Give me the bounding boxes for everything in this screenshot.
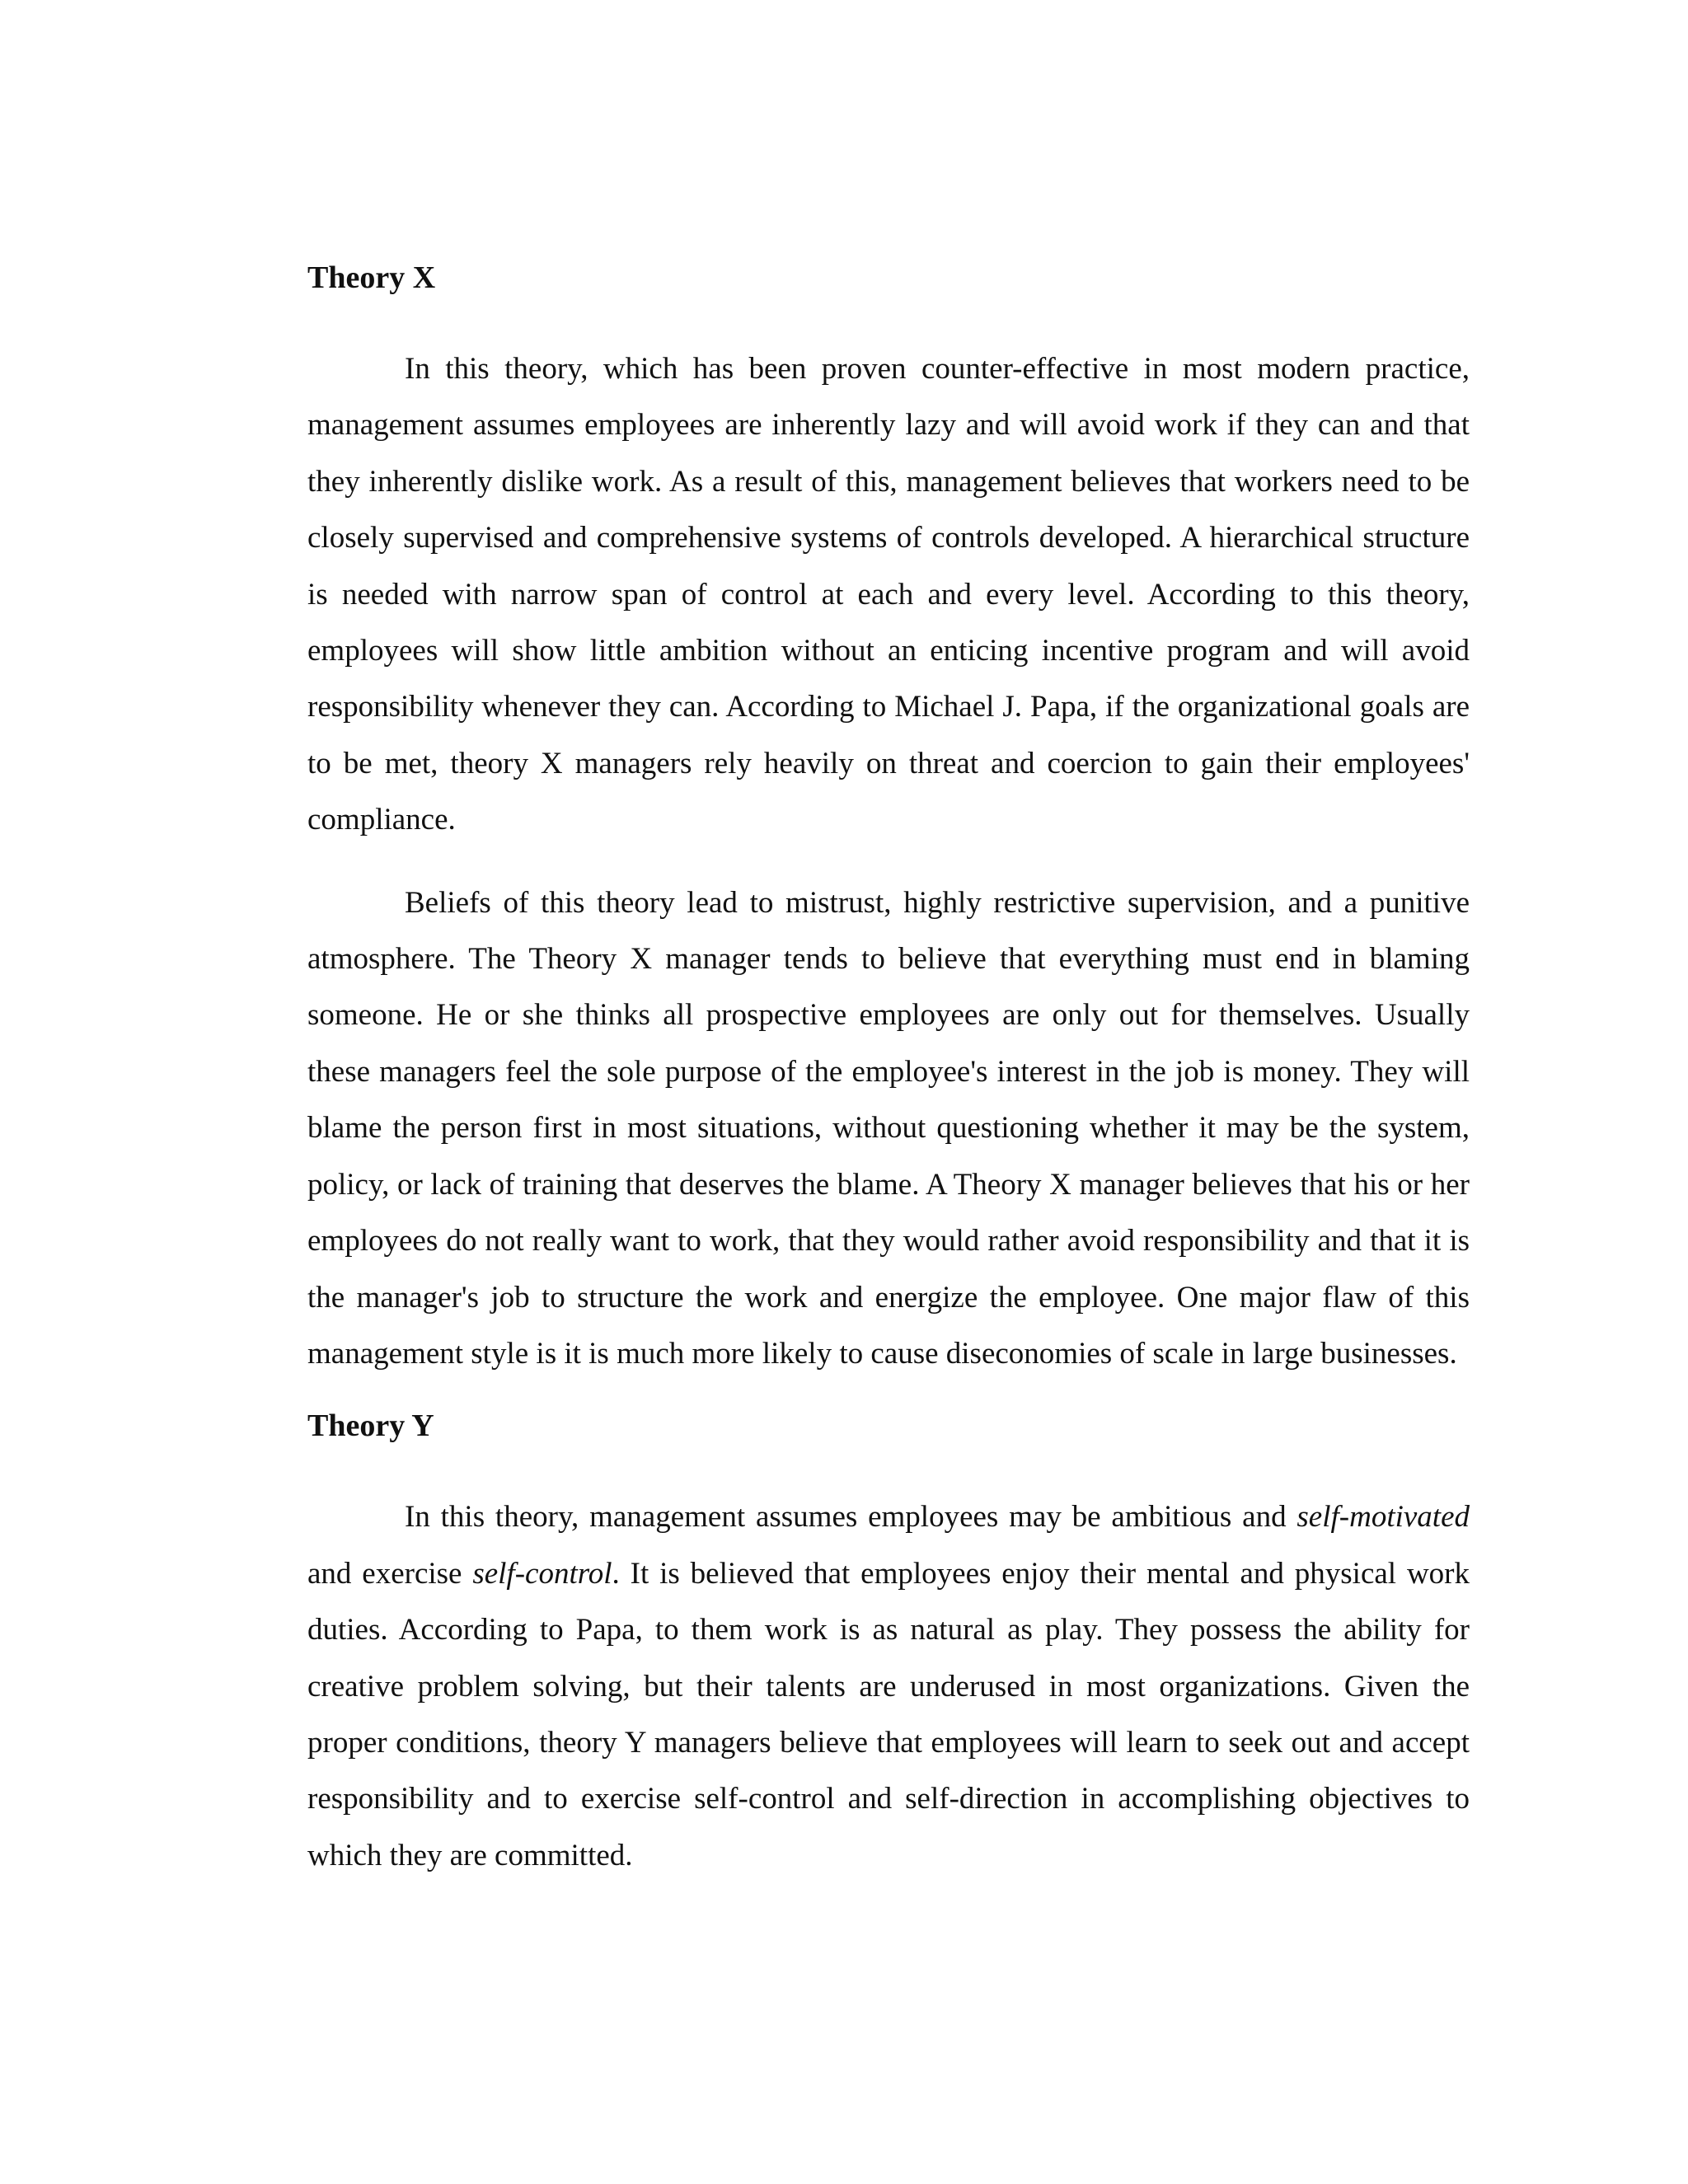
- theory-y-text-part-3: . It is believed that employees enjoy their mental and physical work duties. According to Papa, to them work is as natural as play. They possess the ability for creative problem solving, but their talents are underused in most organizations. Given the proper conditions, theory Y managers believe that employees will learn to seek out and accept responsibility and to exercise self-control and self-direction in accomplishing objectives to which they are committed.: [307, 1556, 1470, 1872]
- theory-x-heading: Theory X: [307, 260, 436, 295]
- theory-y-italic-self-control: self-control: [472, 1556, 612, 1591]
- document-page: [307, 262, 1470, 1884]
- theory-x-paragraph-1: In this theory, which has been proven counter-effective in most modern practice, management assumes employees are inherently lazy and will avoid work if they can and that they inherently dislike work. As a result of this, management believes that workers need to be closely supervised and comprehensive systems of controls developed. A hierarchical structure is needed with narrow span of control at each and every level. According to this theory, employees will show little ambition without an enticing incentive program and will avoid responsibility whenever they can. According to Michael J. Papa, if the organizational goals are to be met, theory X managers rely heavily on threat and coercion to gain their employees' compliance.: [307, 352, 1470, 837]
- theory-x-paragraph-2: Beliefs of this theory lead to mistrust, highly restrictive supervision, and a punitive atmosphere. The Theory X manager tends to believe that everything must end in blaming someone. He or she thinks all prospective employees are only out for themselves. Usually these managers feel the sole purpose of the employee's interest in the job is money. They will blame the person first in most situations, without questioning whether it may be the system, policy, or lack of training that deserves the blame. A Theory X manager believes that his or her employees do not really want to work, that they would rather avoid responsibility and that it is the manager's job to structure the work and energize the employee. One major flaw of this management style is it is much more likely to cause diseconomies of scale in large businesses.: [307, 885, 1470, 1371]
- theory-y-paragraph-1: [307, 1489, 1470, 1884]
- theory-y-heading: Theory Y: [307, 1408, 434, 1444]
- theory-y-text-part-2: and exercise: [307, 1556, 473, 1591]
- theory-y-text-part-1: In this theory, management assumes employees may be ambitious and: [405, 1500, 1297, 1535]
- theory-y-italic-self-motivated: self-motivated: [1296, 1500, 1470, 1535]
